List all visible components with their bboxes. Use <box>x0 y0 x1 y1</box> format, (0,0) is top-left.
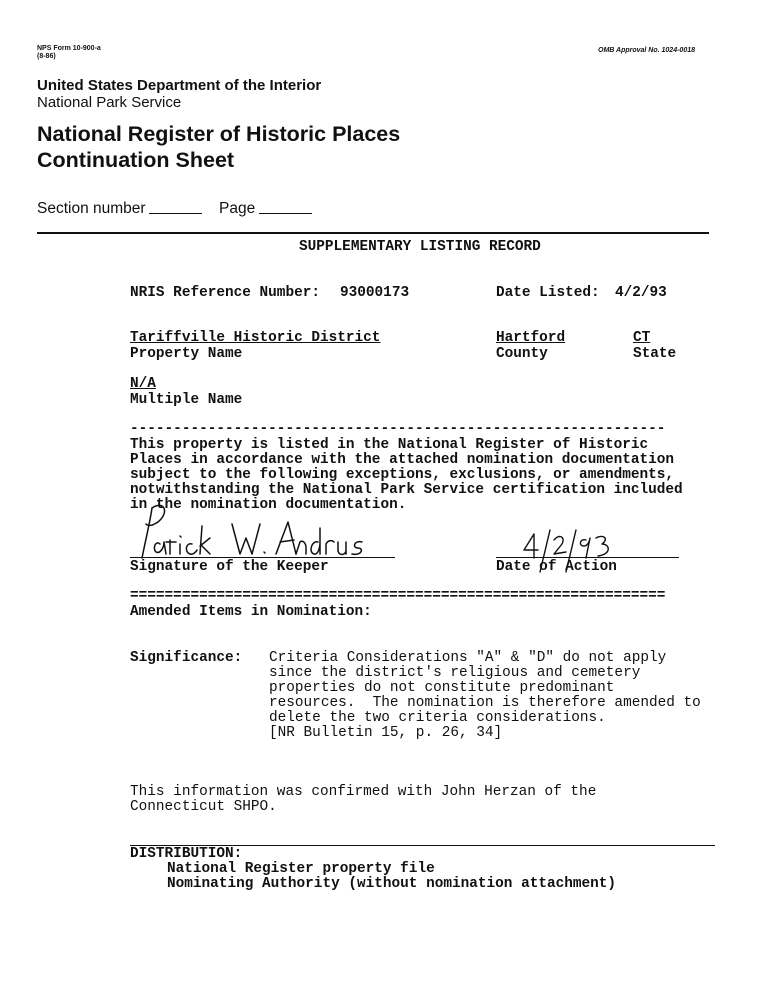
page-label: Page <box>219 200 256 217</box>
signature-label: Signature of the Keeper <box>130 559 329 575</box>
agency-name: United States Department of the Interior <box>37 77 322 94</box>
multiple-name-label: Multiple Name <box>130 392 243 408</box>
page-field <box>259 213 312 214</box>
title-line-1: National Register of Historic Places <box>37 122 401 146</box>
service-name: National Park Service <box>37 94 182 111</box>
dash-rule: -------------------------------------------------------------- <box>130 421 666 437</box>
signature-line <box>130 557 395 558</box>
date-listed-value: 4/2/93 <box>615 285 667 301</box>
amended-heading: Amended Items in Nomination: <box>130 604 372 620</box>
state-label: State <box>633 346 677 362</box>
multiple-name-value: N/A <box>130 376 156 392</box>
state-value: CT <box>633 330 651 346</box>
confirmation-note: This information was confirmed with John Herzan of the Connecticut SHPO. <box>130 784 597 815</box>
section-number-field <box>149 213 202 214</box>
distribution-item: Nominating Authority (without nomination attachment) <box>167 876 617 892</box>
significance-label: Significance: <box>130 650 243 666</box>
date-listed-label: Date Listed: <box>496 285 600 301</box>
distribution-item: National Register property file <box>167 861 435 877</box>
nris-value: 93000173 <box>340 285 410 301</box>
double-rule: ============================================================== <box>130 588 666 604</box>
significance-text: Criteria Considerations "A" & "D" do not apply since the district's religious and cemetery properties do not constitute predominant resources. The nomination is therefore amended to delete the two criteria considerations. [NR Bulletin 15, p. 26, 34] <box>269 650 701 741</box>
page-title <box>37 121 400 173</box>
omb-approval: OMB Approval No. 1024-0018 <box>598 47 695 54</box>
action-date-line <box>496 557 679 558</box>
property-name-label: Property Name <box>130 346 243 362</box>
action-date-label: Date of Action <box>496 559 617 575</box>
county-label: County <box>496 346 548 362</box>
listing-statement: This property is listed in the National Register of Historic Places in accordance with the attached nomination documentation subject to the following exceptions, exclusions, or amendments, notwithstanding the National Park Service certification included in the nomination documentation. <box>130 437 683 513</box>
section-number-label: Section number <box>37 200 146 217</box>
county-value: Hartford <box>496 330 566 346</box>
keeper-signature <box>130 498 370 562</box>
property-name: Tariffville Historic District <box>130 330 381 346</box>
form-number-text: NPS Form 10-900-a <box>37 45 101 52</box>
title-line-2: Continuation Sheet <box>37 148 235 172</box>
form-revision: (8-86) <box>37 53 56 60</box>
nris-label: NRIS Reference Number: <box>130 285 320 301</box>
distribution-label: DISTRIBUTION: <box>130 846 243 862</box>
header-rule <box>37 232 709 234</box>
form-number <box>37 45 101 61</box>
record-heading: SUPPLEMENTARY LISTING RECORD <box>299 239 541 255</box>
